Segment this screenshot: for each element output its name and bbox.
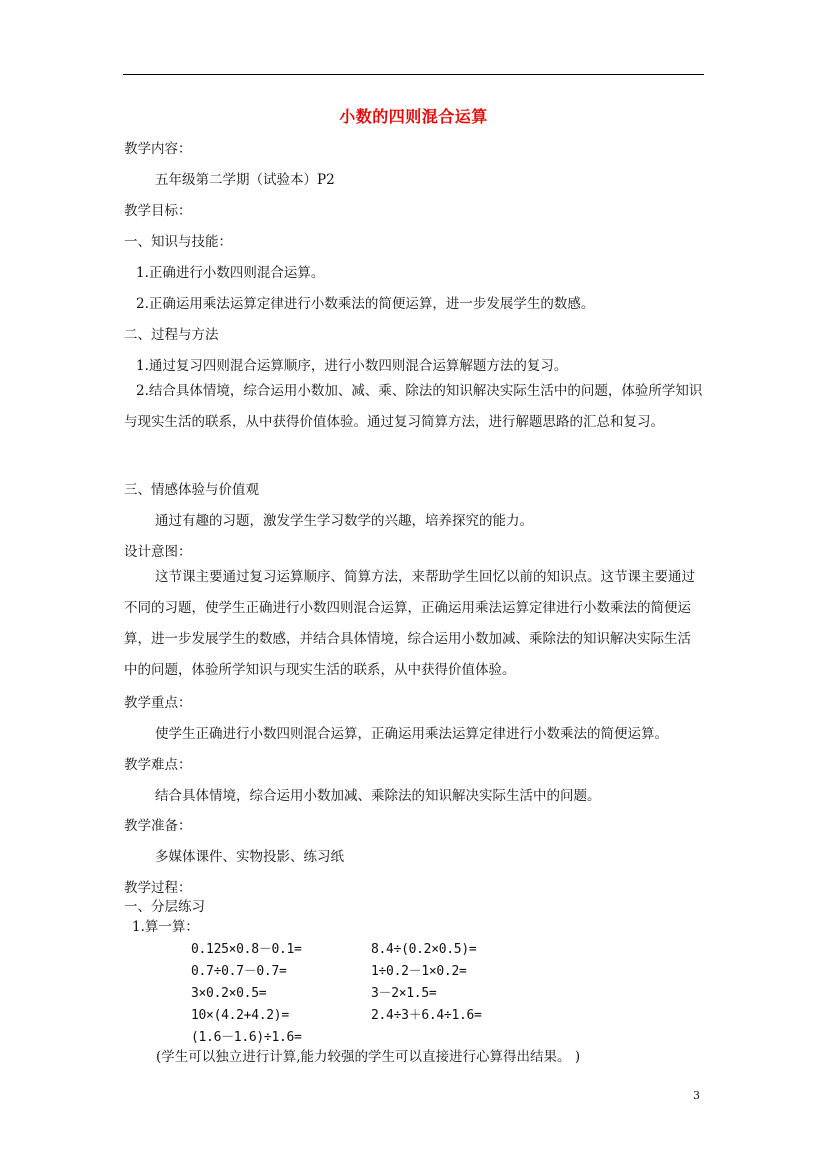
process-label: 教学过程： — [124, 880, 192, 896]
goal3-heading: 三、情感体验与价值观 — [124, 482, 259, 498]
exercise-1a: 0.125×0.8－0.1= — [191, 942, 302, 957]
content-text: 五年级第二学期（试验本）P2 — [155, 172, 335, 188]
exercise-5a: (1.6－1.6)÷1.6= — [191, 1030, 302, 1045]
goal1-heading: 一、知识与技能： — [124, 234, 232, 250]
document-title: 小数的四则混合运算 — [339, 107, 488, 126]
design-text: 这节课主要通过复习运算顺序、简算方法，来帮助学生回忆以前的知识点。这节课主要通过不同的习题，使学生正确进行小数四则混合运算，正确运用乘法运算定律进行小数乘法的简便运算，进一步发展学生的数感，并结合具体情境，综合运用小数加减、乘除法的知识解决实际生活中的问题，体验所学知识与现实生活的联系，从中获得价值体验。 — [124, 569, 695, 678]
exercise-4b: 2.4÷3＋6.4÷1.6= — [371, 1008, 482, 1023]
goal2-heading: 二、过程与方法 — [124, 327, 219, 343]
exercise-label: 1.算一算： — [132, 919, 199, 935]
goals-label: 教学目标： — [124, 203, 192, 219]
goal3-text: 通过有趣的习题，激发学生学习数学的兴趣，培养探究的能力。 — [155, 513, 533, 529]
header-rule — [123, 74, 704, 75]
design-label: 设计意图： — [124, 544, 192, 560]
exercise-note: (学生可以独立进行计算,能力较强的学生可以直接进行心算得出结果。 ) — [156, 1049, 581, 1065]
process-heading: 一、分层练习 — [124, 899, 205, 915]
prep-label: 教学准备： — [124, 818, 192, 834]
page-number: 3 — [693, 1089, 700, 1102]
difficulty-text: 结合具体情境，综合运用小数加减、乘除法的知识解决实际生活中的问题。 — [155, 788, 601, 804]
goal2-item1: 1.通过复习四则混合运算顺序，进行小数四则混合运算解题方法的复习。 — [136, 358, 568, 374]
exercise-1b: 8.4÷(0.2×0.5)= — [371, 942, 477, 957]
exercise-2a: 0.7÷0.7－0.7= — [191, 964, 287, 979]
exercise-3b: 3－2×1.5= — [371, 986, 437, 1001]
goal1-item1: 1.正确进行小数四则混合运算。 — [136, 265, 325, 281]
prep-text: 多媒体课件、实物投影、练习纸 — [155, 849, 344, 865]
key-text: 使学生正确进行小数四则混合运算，正确运用乘法运算定律进行小数乘法的简便运算。 — [155, 726, 668, 742]
content-label: 教学内容： — [124, 141, 192, 157]
goal1-item2: 2.正确运用乘法运算定律进行小数乘法的简便运算，进一步发展学生的数感。 — [136, 296, 595, 312]
exercise-3a: 3×0.2×0.5= — [191, 986, 267, 1001]
goal2-item2: 2.结合具体情境，综合运用小数加、减、乘、除法的知识解决实际生活中的问题，体验所学知识与现实生活的联系，从中获得价值体验。通过复习简算方法，进行解题思路的汇总和复习。 — [124, 383, 703, 430]
difficulty-label: 教学难点： — [124, 757, 192, 773]
exercise-4a: 10×(4.2+4.2)= — [191, 1008, 289, 1023]
key-label: 教学重点： — [124, 695, 192, 711]
exercise-2b: 1÷0.2－1×0.2= — [371, 964, 467, 979]
